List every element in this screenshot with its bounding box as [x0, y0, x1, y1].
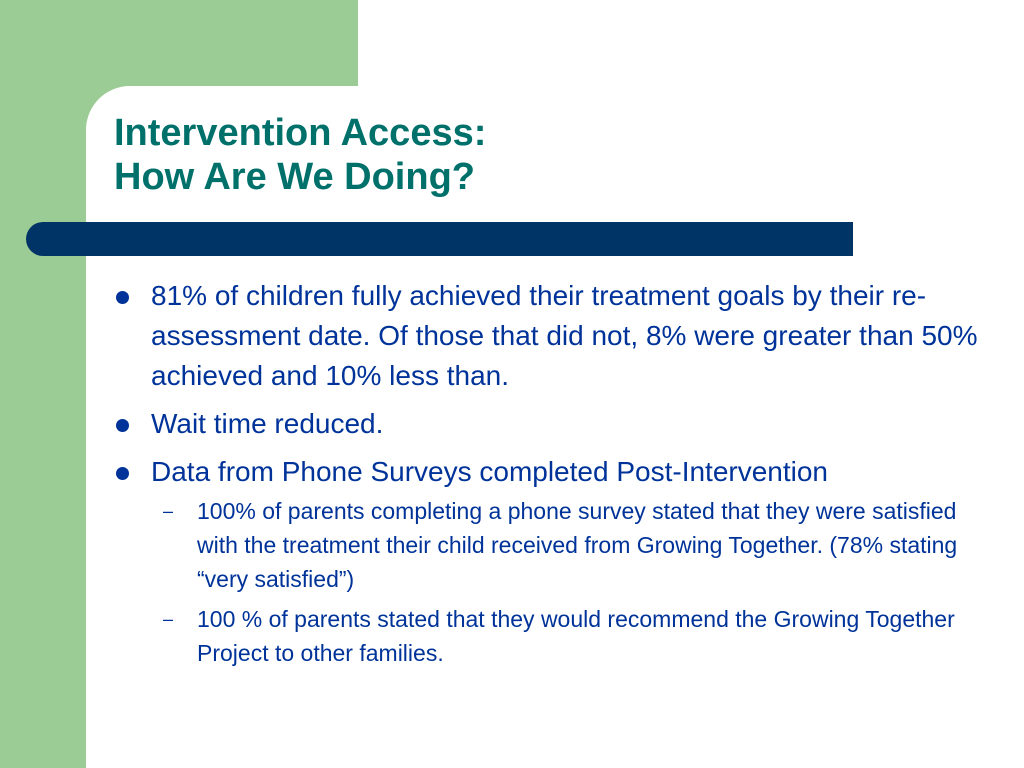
sub-bullet-text: 100 % of parents stated that they would recommend the Growing Together Project to other families. [197, 606, 955, 666]
bullet-dot-icon [116, 467, 129, 480]
bullet-list [115, 276, 995, 678]
sub-bullet-text: 100% of parents completing a phone survey stated that they were satisfied with the treatment their child received from Growing Together. (78% stating “very satisfied”) [197, 498, 958, 592]
bullet-dot-icon [116, 291, 129, 304]
slide-title-line-2: How Are We Doing? [114, 156, 475, 198]
bullet-text: Data from Phone Surveys completed Post-Intervention [151, 456, 829, 487]
bullet-item-outcomes [115, 276, 995, 396]
dash-icon: – [163, 609, 174, 629]
title-divider-bar [26, 222, 853, 256]
slide-title [114, 111, 486, 199]
bullet-item-wait-time [115, 404, 995, 444]
sub-bullet-item-satisfaction [151, 494, 995, 596]
bullet-text: Wait time reduced. [151, 408, 384, 439]
bullet-dot-icon [116, 419, 129, 432]
bullet-text: 81% of children fully achieved their treatment goals by their re-assessment date. Of those that did not, 8% were greater than 50% achieved and 10% less than. [151, 280, 978, 391]
slide-title-line-1: Intervention Access: [114, 112, 487, 154]
dash-icon: – [163, 501, 174, 521]
sub-bullet-item-recommend [151, 602, 995, 670]
bullet-item-phone-surveys [115, 452, 995, 670]
sub-bullet-list [151, 494, 995, 670]
